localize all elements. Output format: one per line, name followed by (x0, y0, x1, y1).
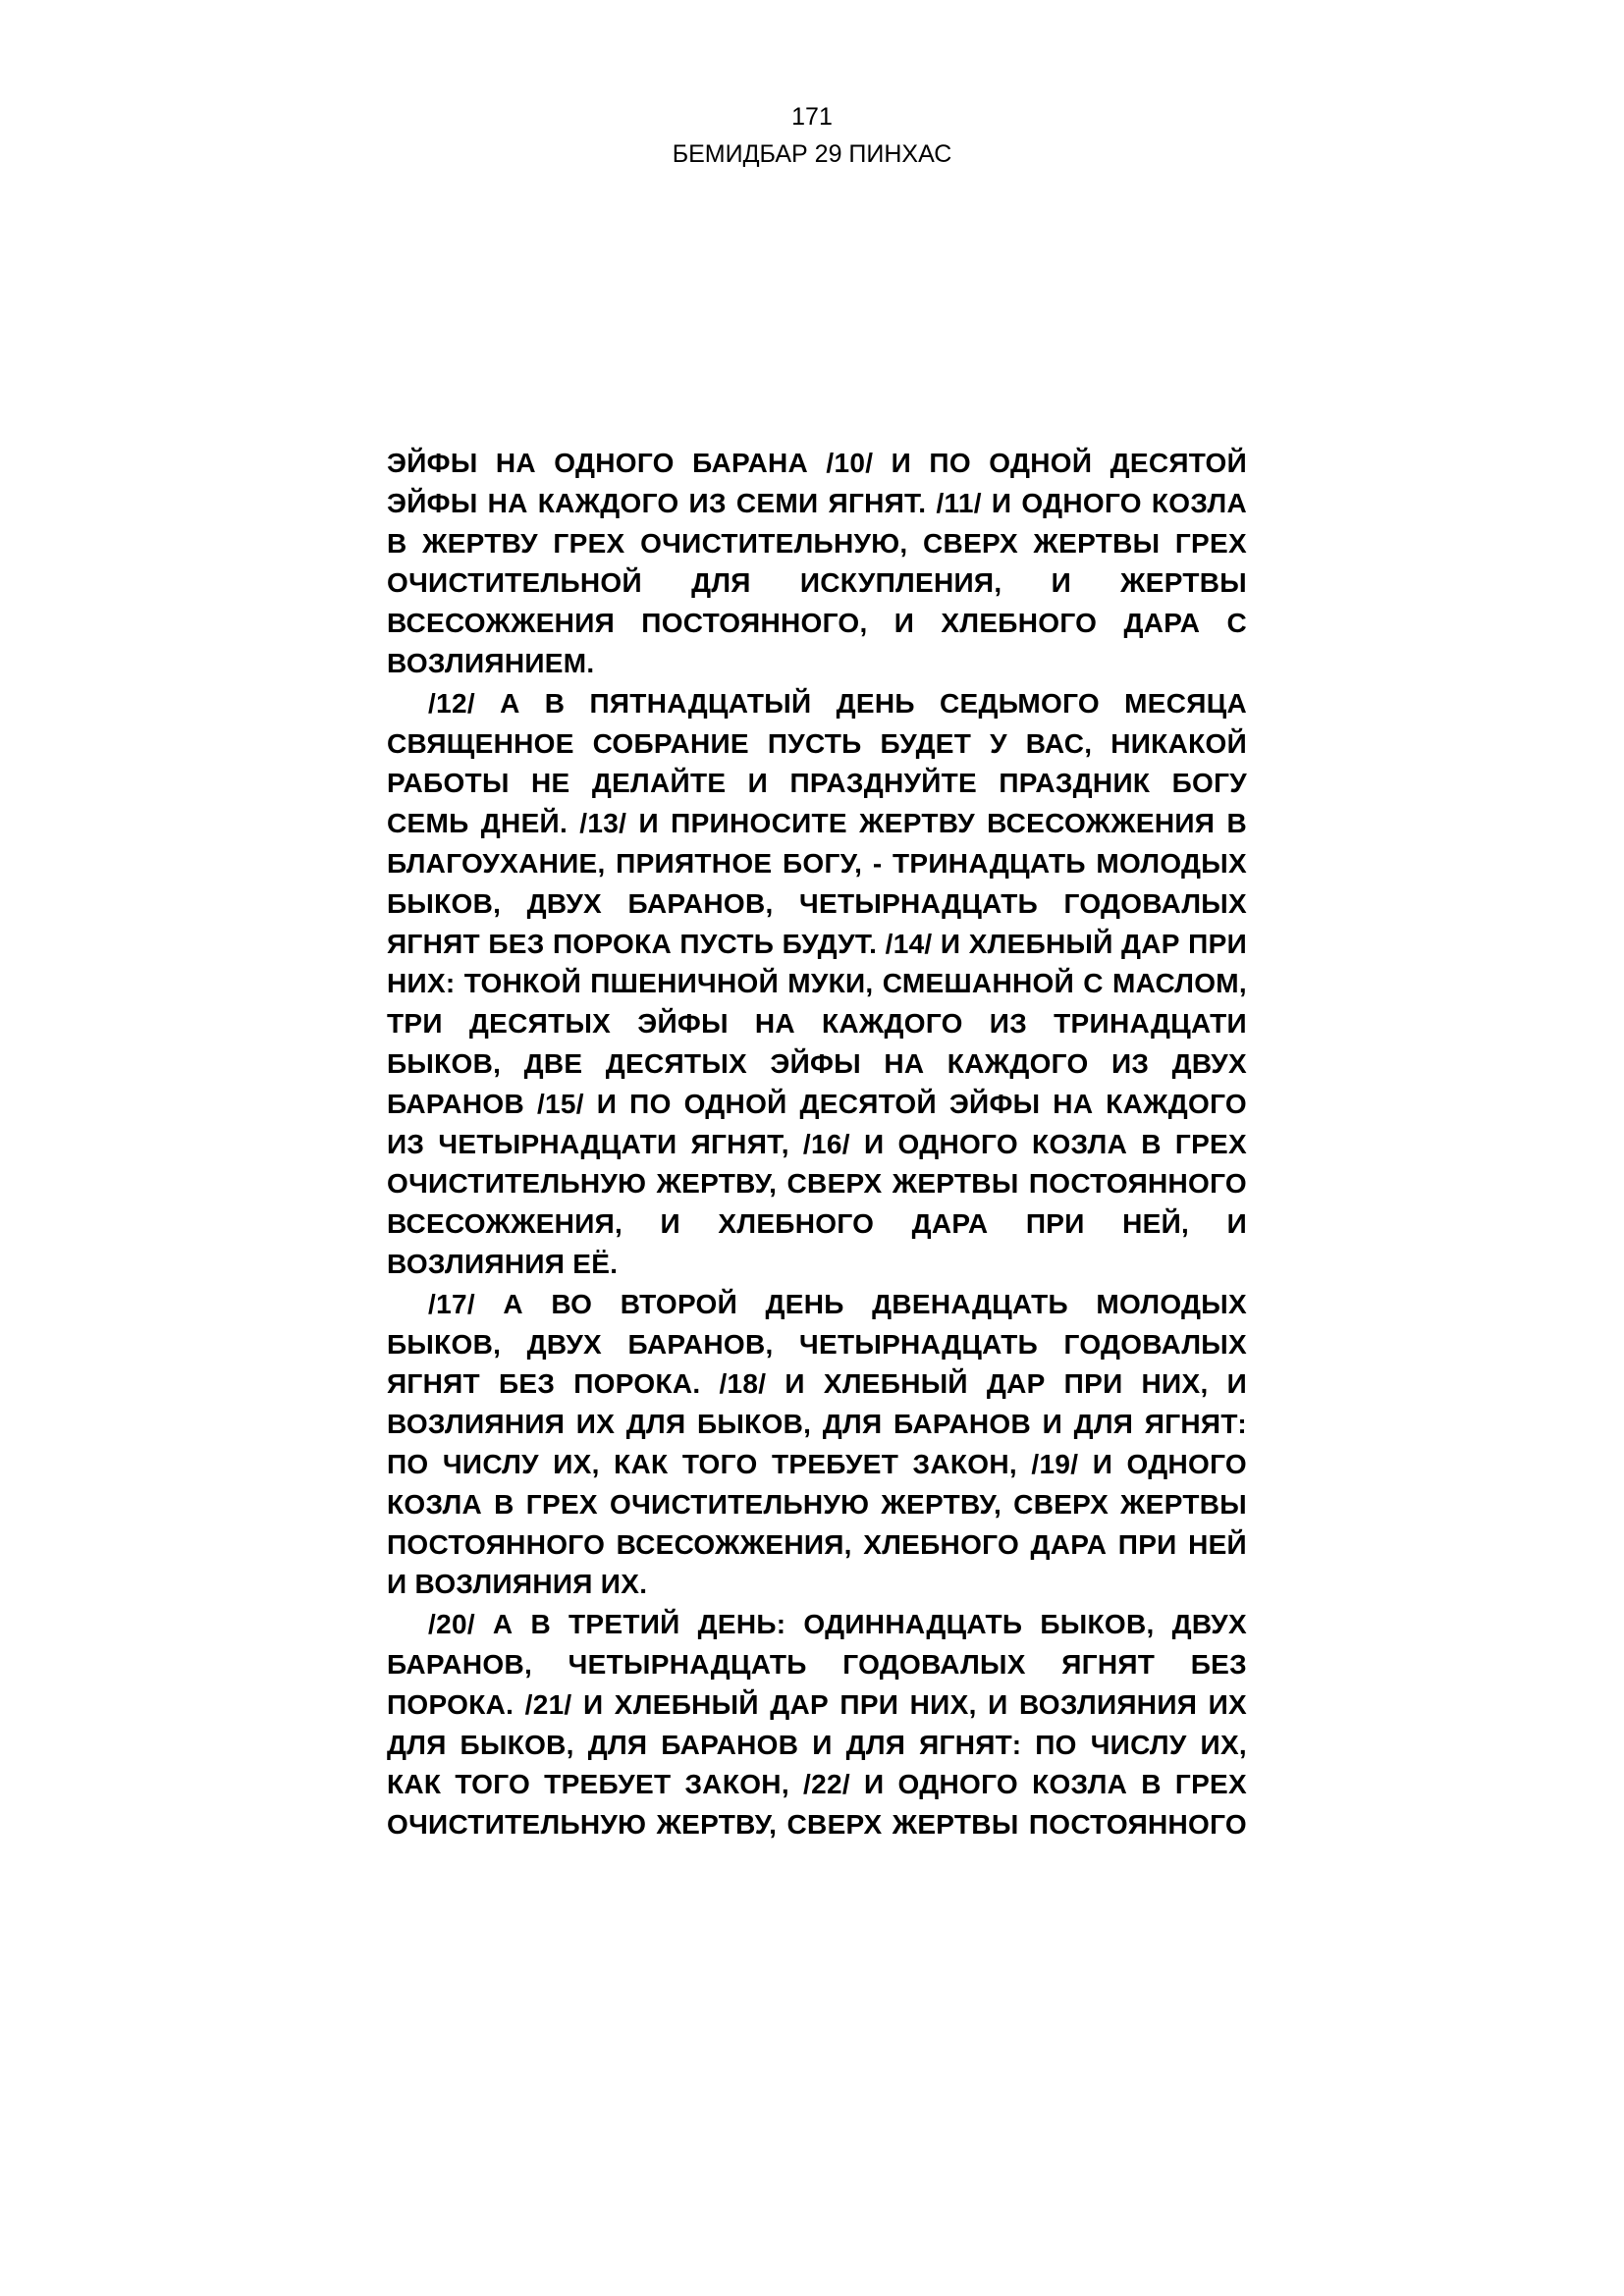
paragraph: ЭЙФЫ НА ОДНОГО БАРАНА /10/ И ПО ОДНОЙ ДЕСЯТОЙ ЭЙФЫ НА КАЖДОГО ИЗ СЕМИ ЯГНЯТ. /11/ И ОДНОГО КОЗЛА В ЖЕРТВУ ГРЕХ ОЧИСТИТЕЛЬНУЮ, СВЕРХ ЖЕРТВЫ ГРЕХ ОЧИСТИТЕЛЬНОЙ ДЛЯ ИСКУПЛЕНИЯ, И ЖЕРТВЫ ВСЕСОЖЖЕНИЯ ПОСТОЯННОГО, И ХЛЕБНОГО ДАРА С ВОЗЛИЯНИЕМ. (387, 448, 1247, 678)
paragraph: /12/ А В ПЯТНАДЦАТЫЙ ДЕНЬ СЕДЬМОГО МЕСЯЦА СВЯЩЕННОЕ СОБРАНИЕ ПУСТЬ БУДЕТ У ВАС, НИКАКОЙ РАБОТЫ НЕ ДЕЛАЙТЕ И ПРАЗДНУЙТЕ ПРАЗДНИК БОГУ СЕМЬ ДНЕЙ. /13/ И ПРИНОСИТЕ ЖЕРТВУ ВСЕСОЖЖЕНИЯ В БЛАГОУХАНИЕ, ПРИЯТНОЕ БОГУ, - ТРИНАДЦАТЬ МОЛОДЫХ БЫКОВ, ДВУХ БАРАНОВ, ЧЕТЫРНАДЦАТЬ ГОДОВАЛЫХ ЯГНЯТ БЕЗ ПОРОКА ПУСТЬ БУДУТ. /14/ И ХЛЕБНЫЙ ДАР ПРИ НИХ: ТОНКОЙ ПШЕНИЧНОЙ МУКИ, СМЕШАННОЙ С МАСЛОМ, ТРИ ДЕСЯТЫХ ЭЙФЫ НА КАЖДОГО ИЗ ТРИНАДЦАТИ БЫКОВ, ДВЕ ДЕСЯТЫХ ЭЙФЫ НА КАЖДОГО ИЗ ДВУХ БАРАНОВ /15/ И ПО ОДНОЙ ДЕСЯТОЙ ЭЙФЫ НА КАЖДОГО ИЗ ЧЕТЫРНАДЦАТИ ЯГНЯТ, /16/ И ОДНОГО КОЗЛА В ГРЕХ ОЧИСТИТЕЛЬНУЮ ЖЕРТВУ, СВЕРХ ЖЕРТВЫ ПОСТОЯННОГО ВСЕСОЖЖЕНИЯ, И ХЛЕБНОГО ДАРА ПРИ НЕЙ, И ВОЗЛИЯНИЯ ЕЁ. (387, 687, 1247, 1279)
running-title: БЕМИДБАР 29 ПИНХАС (672, 140, 952, 168)
paragraph: /17/ А ВО ВТОРОЙ ДЕНЬ ДВЕНАДЦАТЬ МОЛОДЫХ БЫКОВ, ДВУХ БАРАНОВ, ЧЕТЫРНАДЦАТЬ ГОДОВАЛЫХ ЯГНЯТ БЕЗ ПОРОКА. /18/ И ХЛЕБНЫЙ ДАР ПРИ НИХ, И ВОЗЛИЯНИЯ ИХ ДЛЯ БЫКОВ, ДЛЯ БАРАНОВ И ДЛЯ ЯГНЯТ: ПО ЧИСЛУ ИХ, КАК ТОГО ТРЕБУЕТ ЗАКОН, /19/ И ОДНОГО КОЗЛА В ГРЕХ ОЧИСТИТЕЛЬНУЮ ЖЕРТВУ, СВЕРХ ЖЕРТВЫ ПОСТОЯННОГО ВСЕСОЖЖЕНИЯ, ХЛЕБНОГО ДАРА ПРИ НЕЙ И ВОЗЛИЯНИЯ ИХ. (387, 1288, 1247, 1600)
page-header (0, 98, 1624, 173)
paragraph: /20/ А В ТРЕТИЙ ДЕНЬ: ОДИННАДЦАТЬ БЫКОВ, ДВУХ БАРАНОВ, ЧЕТЫРНАДЦАТЬ ГОДОВАЛЫХ ЯГНЯТ БЕЗ ПОРОКА. /21/ И ХЛЕБНЫЙ ДАР ПРИ НИХ, И ВОЗЛИЯНИЯ ИХ ДЛЯ БЫКОВ, ДЛЯ БАРАНОВ И ДЛЯ ЯГНЯТ: ПО ЧИСЛУ ИХ, КАК ТОГО ТРЕБУЕТ ЗАКОН, /22/ И ОДНОГО КОЗЛА В ГРЕХ ОЧИСТИТЕЛЬНУЮ ЖЕРТВУ, СВЕРХ ЖЕРТВЫ ПОСТОЯННОГО (387, 1609, 1247, 1841)
page-number: 171 (791, 103, 833, 131)
body-text (387, 444, 1247, 1845)
